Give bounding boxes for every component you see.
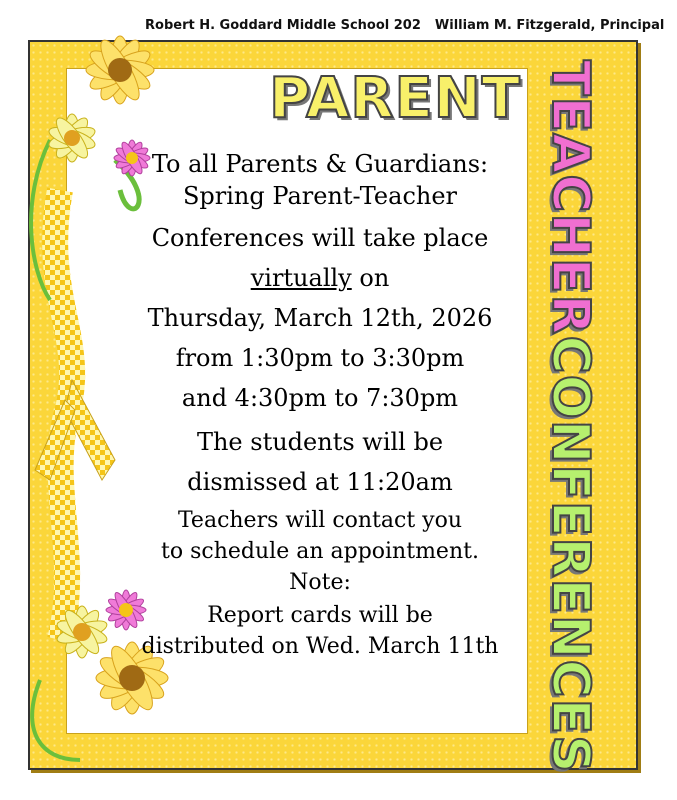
report-card-line-1: Report cards will be [207,603,433,628]
vertical-title [508,60,626,774]
body-line-4 [140,264,500,292]
announcement-body [140,150,500,659]
conference-date: Thursday, March 12th, 2026 [147,304,493,332]
parent-title: PARENT [269,66,521,131]
body-line-4-rest: on [351,264,390,292]
school-name: Robert H. Goddard Middle School 202 [145,18,421,33]
dismissal-line-1: The students will be [196,428,444,456]
time-slot-2: and 4:30pm to 7:30pm [181,384,459,412]
conferences-title: CONFERENCES [540,335,600,774]
teacher-title: TEACHER [540,60,600,336]
contact-line-2: to schedule an appointment. [161,539,479,564]
body-line-2: Spring Parent-Teacher [182,182,458,210]
note-label: Note: [289,570,351,595]
virtually-emphasis: virtually [250,264,352,292]
flyer-header [145,18,665,33]
dismissal-line-2: dismissed at 11:20am [187,468,453,496]
report-card-line-2: distributed on Wed. March 11th [141,634,499,659]
time-slot-1: from 1:30pm to 3:30pm [175,344,465,372]
body-line-3: Conferences will take place [151,224,489,252]
contact-line-1: Teachers will contact you [177,508,463,533]
greeting-line: To all Parents & Guardians: [151,150,489,178]
principal-name: William M. Fitzgerald, Principal [434,18,665,33]
